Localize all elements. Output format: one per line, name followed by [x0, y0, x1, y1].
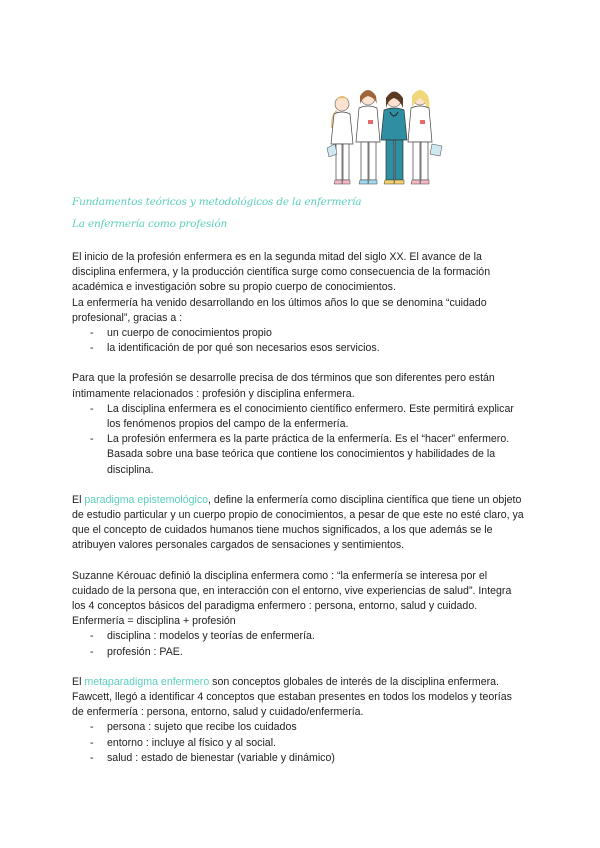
list-item: - la identificación de por qué son necesarios esos servicios.	[72, 341, 524, 356]
concepts-list	[72, 720, 524, 766]
paradigm-lead: El	[72, 493, 85, 506]
list-item: - La profesión enfermera es la parte práctica de la enfermería. Es el “hacer” enfermero. Basada sobre una base teórica que contiene los conocimientos y habilidades de la disciplina.	[72, 432, 524, 478]
nurse-figure	[381, 92, 407, 185]
kerouac-paragraph: Suzanne Kérouac definió la disciplina enfermera como : “la enfermería se interesa por el cuidado de la persona que, en interacción con el entorno, vive experiencias de salud”. Integra los 4 conceptos básicos del paradigma enfermero : persona, entorno, salud y cuidado.	[72, 569, 512, 613]
list-item: - un cuerpo de conocimientos propio	[72, 326, 524, 341]
terms-paragraph: Para que la profesión se desarrolle precisa de dos términos que son diferentes pero están íntimamente relacionados : profesión y disciplina enfermera.	[72, 372, 495, 400]
document-body	[72, 250, 524, 766]
list-item: - entorno : incluye al físico y al social.	[72, 736, 524, 751]
formula-line: Enfermería = disciplina + profesión	[72, 615, 236, 628]
nurses-illustration	[322, 82, 454, 194]
intro-paragraph-2: La enfermería ha venido desarrollando en los últimos años lo que se denomina “cuidado profesional”, gracias a :	[72, 296, 487, 324]
list-item: - profesión : PAE.	[72, 645, 524, 660]
nurse-figure	[327, 96, 353, 184]
paradigm-paragraph	[72, 493, 524, 554]
list-item: - La disciplina enfermera es el conocimiento científico enfermero. Este permitirá explicar los fenómenos propios del campo de la enfermería.	[72, 402, 524, 432]
paradigm-term: paradigma epistemológico	[84, 493, 209, 506]
metaparadigm-rest: son conceptos globales de interés de la disciplina enfermera.	[209, 675, 499, 688]
paradigm-rest: , define la enfermería como disciplina científica que tiene un objeto de estudio particular y un cuerpo propio de conocimientos, a pesar de que este no esté claro, ya que el concepto de cuidados humanos tiene muchos significados, a los que además se le atribuyen valores personales cargados de sensaciones y sentimientos.	[72, 493, 524, 552]
nurse-figure	[408, 90, 442, 184]
page-title: Fundamentos teóricos y metodológicos de la enfermería	[72, 196, 362, 208]
fawcett-paragraph: Fawcett, llegó a identificar 4 conceptos que estaban presentes en todos los modelos y teorías de enfermería : persona, entorno, salud y cuidado/enfermería.	[72, 691, 512, 719]
intro-paragraph: El inicio de la profesión enfermera es en la segunda mitad del siglo XX. El avance de la disciplina enfermera, y la producción científica surge como consecuencia de la formación académica e investigación sobre su propio cuerpo de conocimientos.	[72, 251, 491, 294]
metaparadigm-term: metaparadigma enfermero	[84, 675, 210, 688]
intro-list	[72, 326, 524, 356]
page-subtitle: La enfermería como profesión	[72, 218, 228, 230]
list-item: - disciplina : modelos y teorías de enfermería.	[72, 629, 524, 644]
list-item: - salud : estado de bienestar (variable y dinámico)	[72, 751, 524, 766]
formula-list	[72, 629, 524, 659]
metaparadigm-paragraph	[72, 675, 524, 690]
list-item: - persona : sujeto que recibe los cuidados	[72, 720, 524, 735]
metaparadigm-lead: El	[72, 675, 85, 688]
terms-list	[72, 402, 524, 478]
nurse-figure	[356, 90, 380, 184]
